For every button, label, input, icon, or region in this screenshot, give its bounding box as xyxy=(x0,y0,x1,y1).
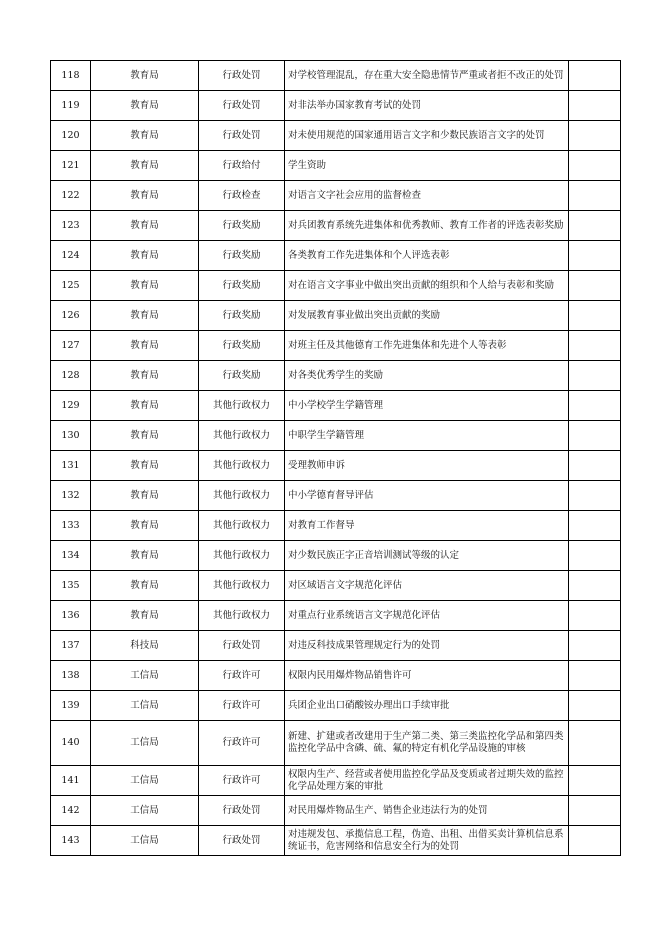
department-cell: 教育局 xyxy=(91,211,199,241)
table-row xyxy=(51,421,621,451)
power-type-cell: 行政奖励 xyxy=(199,331,285,361)
row-number: 133 xyxy=(51,511,91,541)
item-name-cell: 各类教育工作先进集体和个人评选表彰 xyxy=(285,241,569,271)
item-name-cell: 对班主任及其他德育工作先进集体和先进个人等表彰 xyxy=(285,331,569,361)
table-row xyxy=(51,331,621,361)
item-name-cell: 权限内生产、经营或者使用监控化学品及变质或者过期失效的监控化学品处理方案的审批 xyxy=(285,766,569,796)
item-name-cell: 对重点行业系统语言文字规范化评估 xyxy=(285,601,569,631)
table-row xyxy=(51,121,621,151)
note-cell xyxy=(569,331,621,361)
note-cell xyxy=(569,181,621,211)
note-cell xyxy=(569,151,621,181)
department-cell: 科技局 xyxy=(91,631,199,661)
row-number: 127 xyxy=(51,331,91,361)
power-type-cell: 行政奖励 xyxy=(199,241,285,271)
item-name-cell: 对发展教育事业做出突出贡献的奖励 xyxy=(285,301,569,331)
note-cell xyxy=(569,271,621,301)
table-row xyxy=(51,271,621,301)
table-row xyxy=(51,796,621,826)
power-type-cell: 行政奖励 xyxy=(199,361,285,391)
department-cell: 教育局 xyxy=(91,511,199,541)
table-row xyxy=(51,361,621,391)
item-name-cell: 对民用爆炸物品生产、销售企业违法行为的处罚 xyxy=(285,796,569,826)
item-name-cell: 对未使用规范的国家通用语言文字和少数民族语言文字的处罚 xyxy=(285,121,569,151)
power-type-cell: 其他行政权力 xyxy=(199,391,285,421)
row-number: 119 xyxy=(51,91,91,121)
item-name-cell: 对各类优秀学生的奖励 xyxy=(285,361,569,391)
department-cell: 教育局 xyxy=(91,271,199,301)
department-cell: 教育局 xyxy=(91,181,199,211)
note-cell xyxy=(569,391,621,421)
table-row xyxy=(51,391,621,421)
row-number: 120 xyxy=(51,121,91,151)
table-row xyxy=(51,766,621,796)
note-cell xyxy=(569,301,621,331)
table-row xyxy=(51,721,621,766)
item-name-cell: 对少数民族正字正音培训测试等级的认定 xyxy=(285,541,569,571)
row-number: 140 xyxy=(51,721,91,766)
table-row xyxy=(51,91,621,121)
row-number: 122 xyxy=(51,181,91,211)
note-cell xyxy=(569,421,621,451)
department-cell: 教育局 xyxy=(91,91,199,121)
item-name-cell: 对在语言文字事业中做出突出贡献的组织和个人给与表彰和奖励 xyxy=(285,271,569,301)
row-number: 123 xyxy=(51,211,91,241)
item-name-cell: 学生资助 xyxy=(285,151,569,181)
table-row xyxy=(51,481,621,511)
department-cell: 工信局 xyxy=(91,721,199,766)
department-cell: 工信局 xyxy=(91,826,199,856)
row-number: 143 xyxy=(51,826,91,856)
note-cell xyxy=(569,211,621,241)
department-cell: 教育局 xyxy=(91,451,199,481)
note-cell xyxy=(569,661,621,691)
power-type-cell: 行政给付 xyxy=(199,151,285,181)
power-type-cell: 行政许可 xyxy=(199,661,285,691)
department-cell: 教育局 xyxy=(91,601,199,631)
table-row xyxy=(51,631,621,661)
power-type-cell: 其他行政权力 xyxy=(199,541,285,571)
power-type-cell: 其他行政权力 xyxy=(199,571,285,601)
row-number: 132 xyxy=(51,481,91,511)
note-cell xyxy=(569,241,621,271)
note-cell xyxy=(569,571,621,601)
power-type-cell: 行政许可 xyxy=(199,766,285,796)
table-row xyxy=(51,661,621,691)
item-name-cell: 中小学校学生学籍管理 xyxy=(285,391,569,421)
department-cell: 教育局 xyxy=(91,361,199,391)
power-type-cell: 其他行政权力 xyxy=(199,511,285,541)
power-list-table xyxy=(50,60,621,856)
note-cell xyxy=(569,691,621,721)
row-number: 138 xyxy=(51,661,91,691)
note-cell xyxy=(569,796,621,826)
power-type-cell: 行政奖励 xyxy=(199,271,285,301)
row-number: 130 xyxy=(51,421,91,451)
power-type-cell: 行政奖励 xyxy=(199,211,285,241)
note-cell xyxy=(569,511,621,541)
table-row xyxy=(51,151,621,181)
table-row xyxy=(51,571,621,601)
table-row xyxy=(51,601,621,631)
item-name-cell: 中小学德育督导评估 xyxy=(285,481,569,511)
row-number: 128 xyxy=(51,361,91,391)
note-cell xyxy=(569,721,621,766)
note-cell xyxy=(569,451,621,481)
power-type-cell: 其他行政权力 xyxy=(199,601,285,631)
table-row xyxy=(51,691,621,721)
department-cell: 教育局 xyxy=(91,571,199,601)
row-number: 118 xyxy=(51,61,91,91)
row-number: 136 xyxy=(51,601,91,631)
department-cell: 教育局 xyxy=(91,301,199,331)
note-cell xyxy=(569,121,621,151)
row-number: 142 xyxy=(51,796,91,826)
note-cell xyxy=(569,766,621,796)
power-type-cell: 行政检查 xyxy=(199,181,285,211)
item-name-cell: 对教育工作督导 xyxy=(285,511,569,541)
item-name-cell: 权限内民用爆炸物品销售许可 xyxy=(285,661,569,691)
row-number: 141 xyxy=(51,766,91,796)
department-cell: 工信局 xyxy=(91,796,199,826)
table-row xyxy=(51,211,621,241)
department-cell: 教育局 xyxy=(91,61,199,91)
note-cell xyxy=(569,601,621,631)
power-type-cell: 行政处罚 xyxy=(199,631,285,661)
note-cell xyxy=(569,61,621,91)
power-type-cell: 其他行政权力 xyxy=(199,451,285,481)
power-type-cell: 行政许可 xyxy=(199,721,285,766)
department-cell: 工信局 xyxy=(91,691,199,721)
department-cell: 工信局 xyxy=(91,766,199,796)
department-cell: 教育局 xyxy=(91,391,199,421)
row-number: 139 xyxy=(51,691,91,721)
note-cell xyxy=(569,91,621,121)
power-type-cell: 行政处罚 xyxy=(199,61,285,91)
note-cell xyxy=(569,361,621,391)
row-number: 124 xyxy=(51,241,91,271)
item-name-cell: 对违规发包、承揽信息工程，伪造、出租、出借买卖计算机信息系统证书，危害网络和信息安全行为的处罚 xyxy=(285,826,569,856)
note-cell xyxy=(569,826,621,856)
table-row xyxy=(51,61,621,91)
power-type-cell: 行政许可 xyxy=(199,691,285,721)
table-row xyxy=(51,181,621,211)
item-name-cell: 对学校管理混乱，存在重大安全隐患情节严重或者拒不改正的处罚 xyxy=(285,61,569,91)
department-cell: 教育局 xyxy=(91,421,199,451)
table-row xyxy=(51,541,621,571)
item-name-cell: 兵团企业出口硝酸铵办理出口手续审批 xyxy=(285,691,569,721)
item-name-cell: 受理教师申诉 xyxy=(285,451,569,481)
row-number: 129 xyxy=(51,391,91,421)
department-cell: 工信局 xyxy=(91,661,199,691)
item-name-cell: 中职学生学籍管理 xyxy=(285,421,569,451)
department-cell: 教育局 xyxy=(91,541,199,571)
row-number: 134 xyxy=(51,541,91,571)
power-type-cell: 行政处罚 xyxy=(199,121,285,151)
item-name-cell: 新建、扩建或者改建用于生产第二类、第三类监控化学品和第四类监控化学品中含磷、硫、氟的特定有机化学品设施的审核 xyxy=(285,721,569,766)
department-cell: 教育局 xyxy=(91,151,199,181)
row-number: 135 xyxy=(51,571,91,601)
item-name-cell: 对区域语言文字规范化评估 xyxy=(285,571,569,601)
power-type-cell: 其他行政权力 xyxy=(199,481,285,511)
note-cell xyxy=(569,631,621,661)
row-number: 126 xyxy=(51,301,91,331)
table-row xyxy=(51,241,621,271)
power-type-cell: 其他行政权力 xyxy=(199,421,285,451)
item-name-cell: 对语言文字社会应用的监督检查 xyxy=(285,181,569,211)
power-type-cell: 行政处罚 xyxy=(199,91,285,121)
note-cell xyxy=(569,481,621,511)
row-number: 131 xyxy=(51,451,91,481)
item-name-cell: 对兵团教育系统先进集体和优秀教师、教育工作者的评选表彰奖励 xyxy=(285,211,569,241)
table-row xyxy=(51,451,621,481)
table-row xyxy=(51,826,621,856)
department-cell: 教育局 xyxy=(91,331,199,361)
department-cell: 教育局 xyxy=(91,241,199,271)
row-number: 125 xyxy=(51,271,91,301)
item-name-cell: 对违反科技成果管理规定行为的处罚 xyxy=(285,631,569,661)
table-row xyxy=(51,511,621,541)
department-cell: 教育局 xyxy=(91,121,199,151)
row-number: 121 xyxy=(51,151,91,181)
power-type-cell: 行政处罚 xyxy=(199,796,285,826)
power-type-cell: 行政处罚 xyxy=(199,826,285,856)
power-type-cell: 行政奖励 xyxy=(199,301,285,331)
note-cell xyxy=(569,541,621,571)
item-name-cell: 对非法举办国家教育考试的处罚 xyxy=(285,91,569,121)
row-number: 137 xyxy=(51,631,91,661)
department-cell: 教育局 xyxy=(91,481,199,511)
table-row xyxy=(51,301,621,331)
